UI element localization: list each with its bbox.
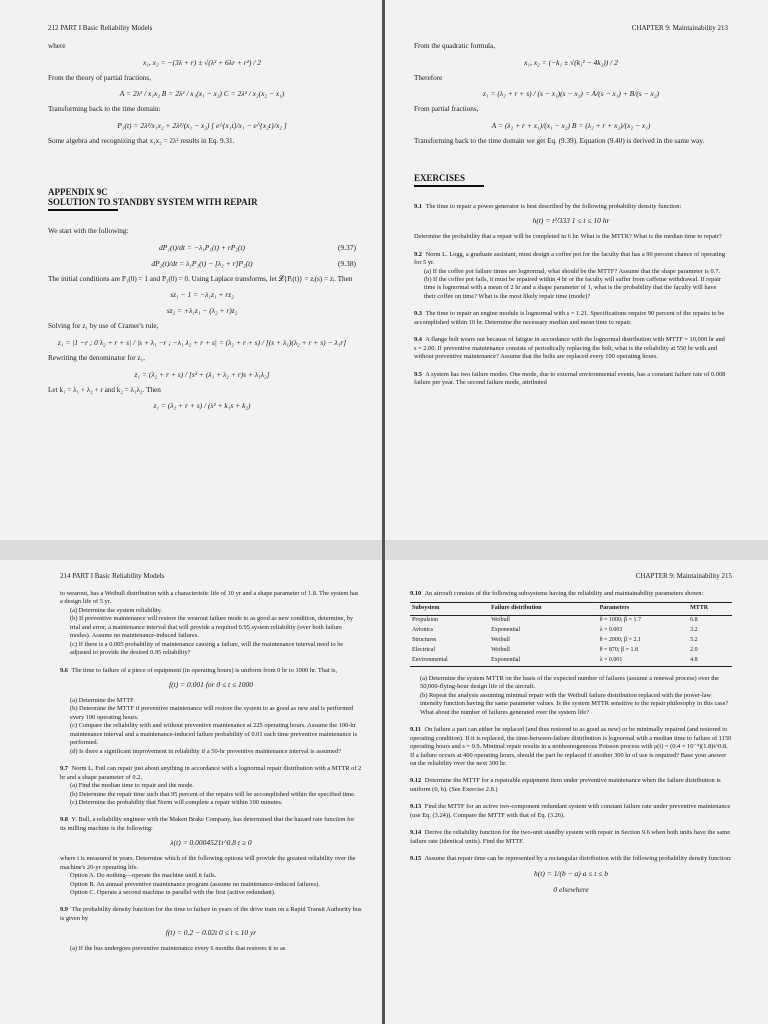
- table-cell: Weibull: [491, 647, 510, 654]
- start-text: We start with the following:: [48, 226, 129, 235]
- z1-equation: z₁ = (λ₂ + r + s) / (s − x₁)(s − x₂) = A/(s − x₁) + B/(s − x₂): [483, 89, 659, 99]
- option-b: Option B. An annual preventive maintenance program (assume no maintenance-induced failures).: [70, 880, 320, 888]
- table-cell: Avionics: [412, 627, 434, 634]
- p3-equation: P₃(t) = 2λ²/x₁x₂ + 2λ²/(x₁ − x₂) [ e^{x₁t}/x₁ − e^{x₂t}/x₂ ]: [117, 121, 287, 131]
- exercise-part-b: (b) Determine the MTTF if preventive maintenance will restore the system to as good as new and is performed every 100 operating hours.: [70, 705, 354, 721]
- equation-938: [48, 259, 356, 268]
- partial-intro: From the theory of partial fractions,: [48, 73, 151, 82]
- exercise-9-1: [414, 203, 728, 242]
- exercise-9-2: [414, 251, 728, 302]
- exercise-number: 9.5: [414, 370, 422, 378]
- exercise-part-b: (b) Determine the repair time such that 95 percent of the repairs will be accomplished within the specified time.: [70, 790, 356, 798]
- equation-938-number: (9.38): [337, 258, 356, 268]
- initial-conditions: The initial conditions are P₁(0) = 1 and P₂(0) = 0. Using Laplace transforms, let 𝓛{Pᵢ(t)} = zᵢ(s) = zᵢ. Then: [48, 274, 353, 283]
- exercises-title: EXERCISES: [414, 172, 466, 183]
- table-cell: Environmental: [410, 656, 489, 666]
- therefore-label: Therefore: [414, 73, 443, 82]
- exercise-text: A flange bolt wears out because of fatigue in accordance with the lognormal distribution with MTTF = 10,000 hr and s = 2.00. If preventive maintenance consists of periodically replacing the bolt, what is the reliability at 550 hr with and without preventive maintenance? Assume that the bolts are replaced every 100 operating hours.: [414, 336, 725, 361]
- cramer-text: Solving for z₁ by use of Cramer's rule,: [48, 322, 159, 331]
- where-label: where: [48, 42, 66, 50]
- exercise-9-15: [410, 855, 732, 895]
- table-cell: 2.0: [690, 647, 698, 654]
- exercise-number: 9.6: [60, 666, 68, 674]
- appendix-label: APPENDIX 9C: [48, 186, 108, 197]
- exercise-number: 9.11: [410, 726, 421, 734]
- rewrite-text: Rewriting the denominator for z₁,: [48, 354, 145, 363]
- exercise-text: An aircraft consists of the following subsystems having the reliability and maintainability parameters shown:: [424, 590, 704, 597]
- exercise-number: 9.10: [410, 590, 422, 597]
- table-cell: Weibull: [491, 617, 510, 624]
- exercise-text-b: Determine the probability that a repair will be completed in 6 hr. What is the MTTR? What is the median time to repair?: [414, 233, 722, 241]
- exercise-text: On failure a part can either be replaced (and thus restored to as good as new) or be minimally repaired (and restored to operating condition). If it is replaced, the time-between-failure distribution is lognormal with a median time to failure of 1150 operating hours and s = 0.9. Minimal repair results in a nonhomogeneous Poisson process with ρ(t) = (0.4 × 10⁻⁴)(1.8)t^0.8. If a failure occurs at 400 operating hours, should the part be replaced if another 300 hr of use is required? Base your answer on the reliability over the next 300 hr.: [410, 726, 732, 767]
- exercise-9-11: [410, 726, 732, 768]
- transform-text: Transforming back to the time domain we get Eq. (9.39). Equation (9.40) is derived in the same way.: [414, 137, 705, 146]
- exercise-number: 9.8: [60, 816, 68, 824]
- exercise-9-9: [60, 906, 362, 953]
- exercise-number: 9.13: [410, 803, 422, 811]
- equation-938-body: dP₂(t)/dt = λ₁P₁(t) − [λ₂ + r]P₂(t): [151, 258, 253, 268]
- exercise-text: Find the MTTF for an active two-component redundant system with constant failure rate under preventive maintenance (use Eq. (3.24)). Compare the MTTF with that of Eq. (3.26).: [410, 803, 731, 819]
- exercise-part-c: (c) Compare the reliability with and without preventive maintenance at 225 operating hours. Assume the 100-hr maintenance interval and a maintenance-induced failure probability of 0.01 each time preventive maintenance is performed.: [70, 722, 358, 747]
- pf-intro: From partial fractions,: [414, 105, 479, 114]
- exercise-9-12: [410, 777, 732, 794]
- table-row: [410, 646, 732, 656]
- exercise-text: to wearout, has a Weibull distribution with a characteristic life of 10 yr and a shape parameter of 1.8. The system has a design life of 5 yr.: [60, 590, 359, 606]
- exercise-text-b: where t is measured in years. Determine which of the following options will provide the greatest reliability over the machine's 20-yr operating life.: [60, 855, 356, 871]
- table-row: [410, 626, 732, 636]
- exercise-number: 9.7: [60, 765, 68, 773]
- exercise-9-13: [410, 803, 732, 820]
- exercise-equation-2: 0 elsewhere: [553, 885, 589, 895]
- root-equation: x₁, x₂ = −(3λ + r) ± √(λ² + 6λr + r²) / 2: [143, 57, 261, 67]
- table-header: Subsystem: [410, 603, 489, 616]
- exercise-9-8: [60, 816, 362, 897]
- exercise-number: 9.1: [414, 202, 422, 210]
- exercise-text: Norm L. Logg, a graduate assistant, must design a coffee pot for the faculty that has a 90 percent chance of operating for 5 yr.: [414, 250, 726, 267]
- page-header: 212 PART I Basic Reliability Models: [48, 24, 153, 32]
- exercise-9-5-continued: [60, 590, 362, 658]
- ab-equation: A = (λ₂ + r + x₁)/(x₁ − x₂) B = (λ₂ + r + x₂)/(x₂ − x₁): [491, 121, 651, 131]
- table-row: [410, 656, 732, 666]
- exercise-9-7: [60, 765, 362, 807]
- title-rule: [48, 209, 118, 211]
- exercise-text: Y. Bull, a reliability engineer with the Maken Brake Company, has determined that the hazard rate function for its milling machine is the following:: [60, 816, 355, 832]
- table-cell: Weibull: [491, 637, 510, 644]
- table-cell: θ = 870; β = 1.8: [599, 647, 638, 654]
- exercise-part-b: (b) Repeat the analysis assuming minimal repair with the Weibull failure distribution replaced with the power-law intensity function having the same parameter values. Is the system MTTR sensitive to the repair philosophy in this case? What about the number of failures generated over the system life?: [420, 691, 729, 716]
- exercise-part-d: (d) Is there a significant improvement in reliability if a 50-hr preventive maintenance interval is assumed?: [70, 747, 341, 755]
- option-c: Option C. Operate a second machine in parallel with the first (active redundant).: [70, 889, 276, 897]
- exercise-number: 9.3: [414, 310, 422, 318]
- exercise-9-3: [414, 310, 728, 327]
- exercise-number: 9.4: [414, 336, 422, 344]
- exercise-9-6: [60, 667, 362, 757]
- table-cell: θ = 1000; β = 1.7: [599, 617, 641, 624]
- exercise-9-5: [414, 371, 728, 388]
- exercise-equation: f(t) = 0.2 − 0.02t 0 ≤ t ≤ 10 yr: [165, 928, 257, 938]
- exercise-number: 9.15: [410, 855, 422, 863]
- exercise-9-4: [414, 336, 728, 361]
- rewrite-equation: z₁ = (λ₂ + r + s) / [s² + (λ₁ + λ₂ + r)s + λ₁λ₂]: [134, 369, 270, 379]
- table-cell: λ = 0.001: [598, 656, 688, 666]
- book-spine: [382, 0, 385, 1024]
- table-cell: Propulsion: [412, 617, 439, 624]
- quadratic-equation: x₁, x₂ = (−k₁ ± √(k₁² − 4k₂)) / 2: [524, 57, 618, 67]
- table-cell: λ = 0.003: [599, 627, 623, 634]
- exercise-text: A system has two failure modes. One mode, due to external environmental events, has a constant failure rate of 0.008 failure per year. The second failure mode, attributed: [414, 370, 726, 387]
- exercise-part-c: (c) If there is a 0.005 probability of maintenance causing a failure, will the maintenance interval need to be adjusted to provide the desired 0.95 reliability?: [70, 640, 344, 657]
- exercise-equation: f(t) = 0.001 for 0 ≤ t ≤ 1000: [169, 680, 253, 690]
- table-row: [410, 636, 732, 646]
- table-cell: Structures: [412, 637, 437, 644]
- system-equation-1: sz₁ − 1 = −λ₁z₁ + rz₂: [170, 290, 234, 300]
- exercise-number: 9.2: [414, 250, 422, 258]
- let-text: Let k₁ = λ₁ + λ₂ + r and k₂ = λ₁λ₂. Then: [48, 385, 161, 394]
- exercise-9-10: [410, 590, 732, 717]
- exercise-equation: λ(t) = 0.0004521t^0.8 t ≥ 0: [170, 838, 252, 848]
- exercise-number: 9.14: [410, 829, 422, 837]
- exercise-part-b: (b) If the coffee pot fails, it must be repaired within 4 hr or the faculty will suffer from caffeine withdrawal. If repair time is lognormal with a mean of 2 hr and a shape parameter of 1, what is the probability that the faculty will have their coffee on time? What is the most likely repair time (mode)?: [424, 276, 722, 300]
- exercise-equation-1: h(t) = 1/(b − a) a ≤ t ≤ b: [534, 868, 608, 878]
- title-rule: [414, 185, 484, 187]
- table-header: Parameters: [598, 603, 688, 616]
- exercise-text: The time to failure of a piece of equipment (in operating hours) is uniform from 0 hr to 1000 hr. That is,: [71, 666, 338, 674]
- equation-937-number: (9.37): [337, 242, 356, 252]
- subsystem-table: [410, 602, 732, 666]
- table-cell: 3.2: [690, 627, 698, 634]
- exercise-text: The probability density function for the time to failure in years of the drive train on a Rapid Transit Authority bus is given by: [60, 906, 362, 922]
- exercise-text: Norm L. Fuil can repair just about anything in accordance with a lognormal repair distribution with a MTTR of 2 hr and a shape parameter of 0.2.: [60, 765, 362, 781]
- page-215: [384, 560, 768, 1024]
- exercise-part-b: (b) If preventive maintenance will restore the wearout failure mode to as good as new condition, determine, by trial and error, a maintenance interval that will provide a required 0.95 system reliability (over both failure modes). Assume no maintenance-induced failures.: [70, 615, 354, 640]
- table-cell: 6.8: [690, 617, 698, 624]
- table-cell: Exponential: [489, 656, 598, 666]
- table-cell: θ = 2000; β = 2.1: [599, 637, 641, 644]
- page-214: [0, 560, 384, 1024]
- page-header: 214 PART I Basic Reliability Models: [60, 572, 165, 580]
- exercise-text: Assume that repair time can be represented by a rectangular distribution with the following probability density function:: [424, 855, 732, 863]
- table-cell: Electrical: [412, 647, 435, 654]
- table-header: Failure distribution: [489, 603, 598, 616]
- exercise-number: 9.9: [60, 906, 68, 914]
- page-212: [0, 0, 384, 540]
- system-equation-2: sz₂ = +λ₁z₁ − (λ₂ + r)z₂: [166, 306, 238, 316]
- exercise-part-a: (a) Determine the MTTF.: [70, 696, 135, 704]
- exercise-part-a: (a) Determine the system reliability.: [70, 606, 163, 614]
- exercise-number: 9.12: [410, 777, 422, 785]
- cramer-equation: z₁ = |1 −r ; 0 λ₂ + r + s| / |s + λ₁ −r ; −λ₁ λ₂ + r + s| = (λ₂ + r + s) / [(s + λ₁)(λ₂ + r + s) − λ₁r]: [57, 338, 347, 348]
- page-header: CHAPTER 9: Maintainability 215: [635, 572, 732, 580]
- exercise-part-a: (a) If the bus undergoes preventive maintenance every 6 months that restores it to as: [70, 945, 286, 953]
- table-header-row: [410, 603, 732, 616]
- table-header: MTTR: [688, 603, 732, 616]
- table-row: [410, 616, 732, 626]
- exercise-part-a: (a) Determine the system MTTR on the basis of the expected number of failures (assume a renewal process) over the 50,000-flying-hour design life of the aircraft.: [420, 674, 720, 691]
- transform-intro: Transforming back to the time domain:: [48, 105, 161, 114]
- equation-937-body: dP₁(t)/dt = −λ₁P₁(t) + rP₂(t): [159, 242, 245, 252]
- final-equation: z₁ = (λ₂ + r + s) / (s² + k₁s + k₂): [153, 401, 251, 411]
- option-a: Option A. Do nothing—operate the machine until it fails.: [70, 872, 217, 880]
- exercise-text: The time to repair an engine module is lognormal with s = 1.21. Specifications require 90 percent of the repairs to be accomplished within 10 hr. Determine the necessary median and mean time to repair.: [414, 310, 725, 326]
- table-cell: 5.2: [690, 637, 698, 644]
- algebra-note: Some algebra and recognizing that x₁x₂ = 2λ² results in Eq. 9.31.: [48, 137, 235, 146]
- exercise-equation: h(t) = t²/333 1 ≤ t ≤ 10 hr: [532, 216, 610, 226]
- appendix-title: SOLUTION TO STANDBY SYSTEM WITH REPAIR: [48, 196, 258, 207]
- table-cell: Exponential: [491, 627, 521, 634]
- quad-intro: From the quadratic formula,: [414, 42, 496, 50]
- exercise-part-c: (c) Determine the probability that Norm will complete a repair within 100 minutes.: [70, 798, 283, 806]
- equation-937: [48, 243, 356, 252]
- page-header: CHAPTER 9: Maintainability 213: [631, 24, 728, 32]
- exercise-text: Derive the reliability function for the two-unit standby system with repair in Section 9.6 when both units have the same failure rate (identical units). Find the MTTF.: [410, 829, 731, 845]
- exercise-part-a: (a) Find the median time to repair and the mode.: [70, 782, 194, 790]
- exercise-part-a: (a) If the coffee pot failure times are lognormal, what should be the MTTF? Assume that the shape parameter is 0.7.: [424, 267, 721, 275]
- exercise-9-14: [410, 829, 732, 846]
- coefficient-equations: A = 2λ² / x₁x₂ B = 2λ² / x₁(x₁ − x₂) C = 2λ² / x₂(x₂ − x₁): [119, 89, 285, 99]
- exercise-text: Determine the MTTF for a repairable equipment item under preventive maintenance when the failure distribution is uniform (0, b). (See Exercise 2.8.): [410, 777, 721, 793]
- exercise-text: The time to repair a power generator is best described by the following probability density function:: [425, 202, 682, 210]
- page-213: [384, 0, 768, 540]
- table-cell: 4.8: [688, 656, 732, 666]
